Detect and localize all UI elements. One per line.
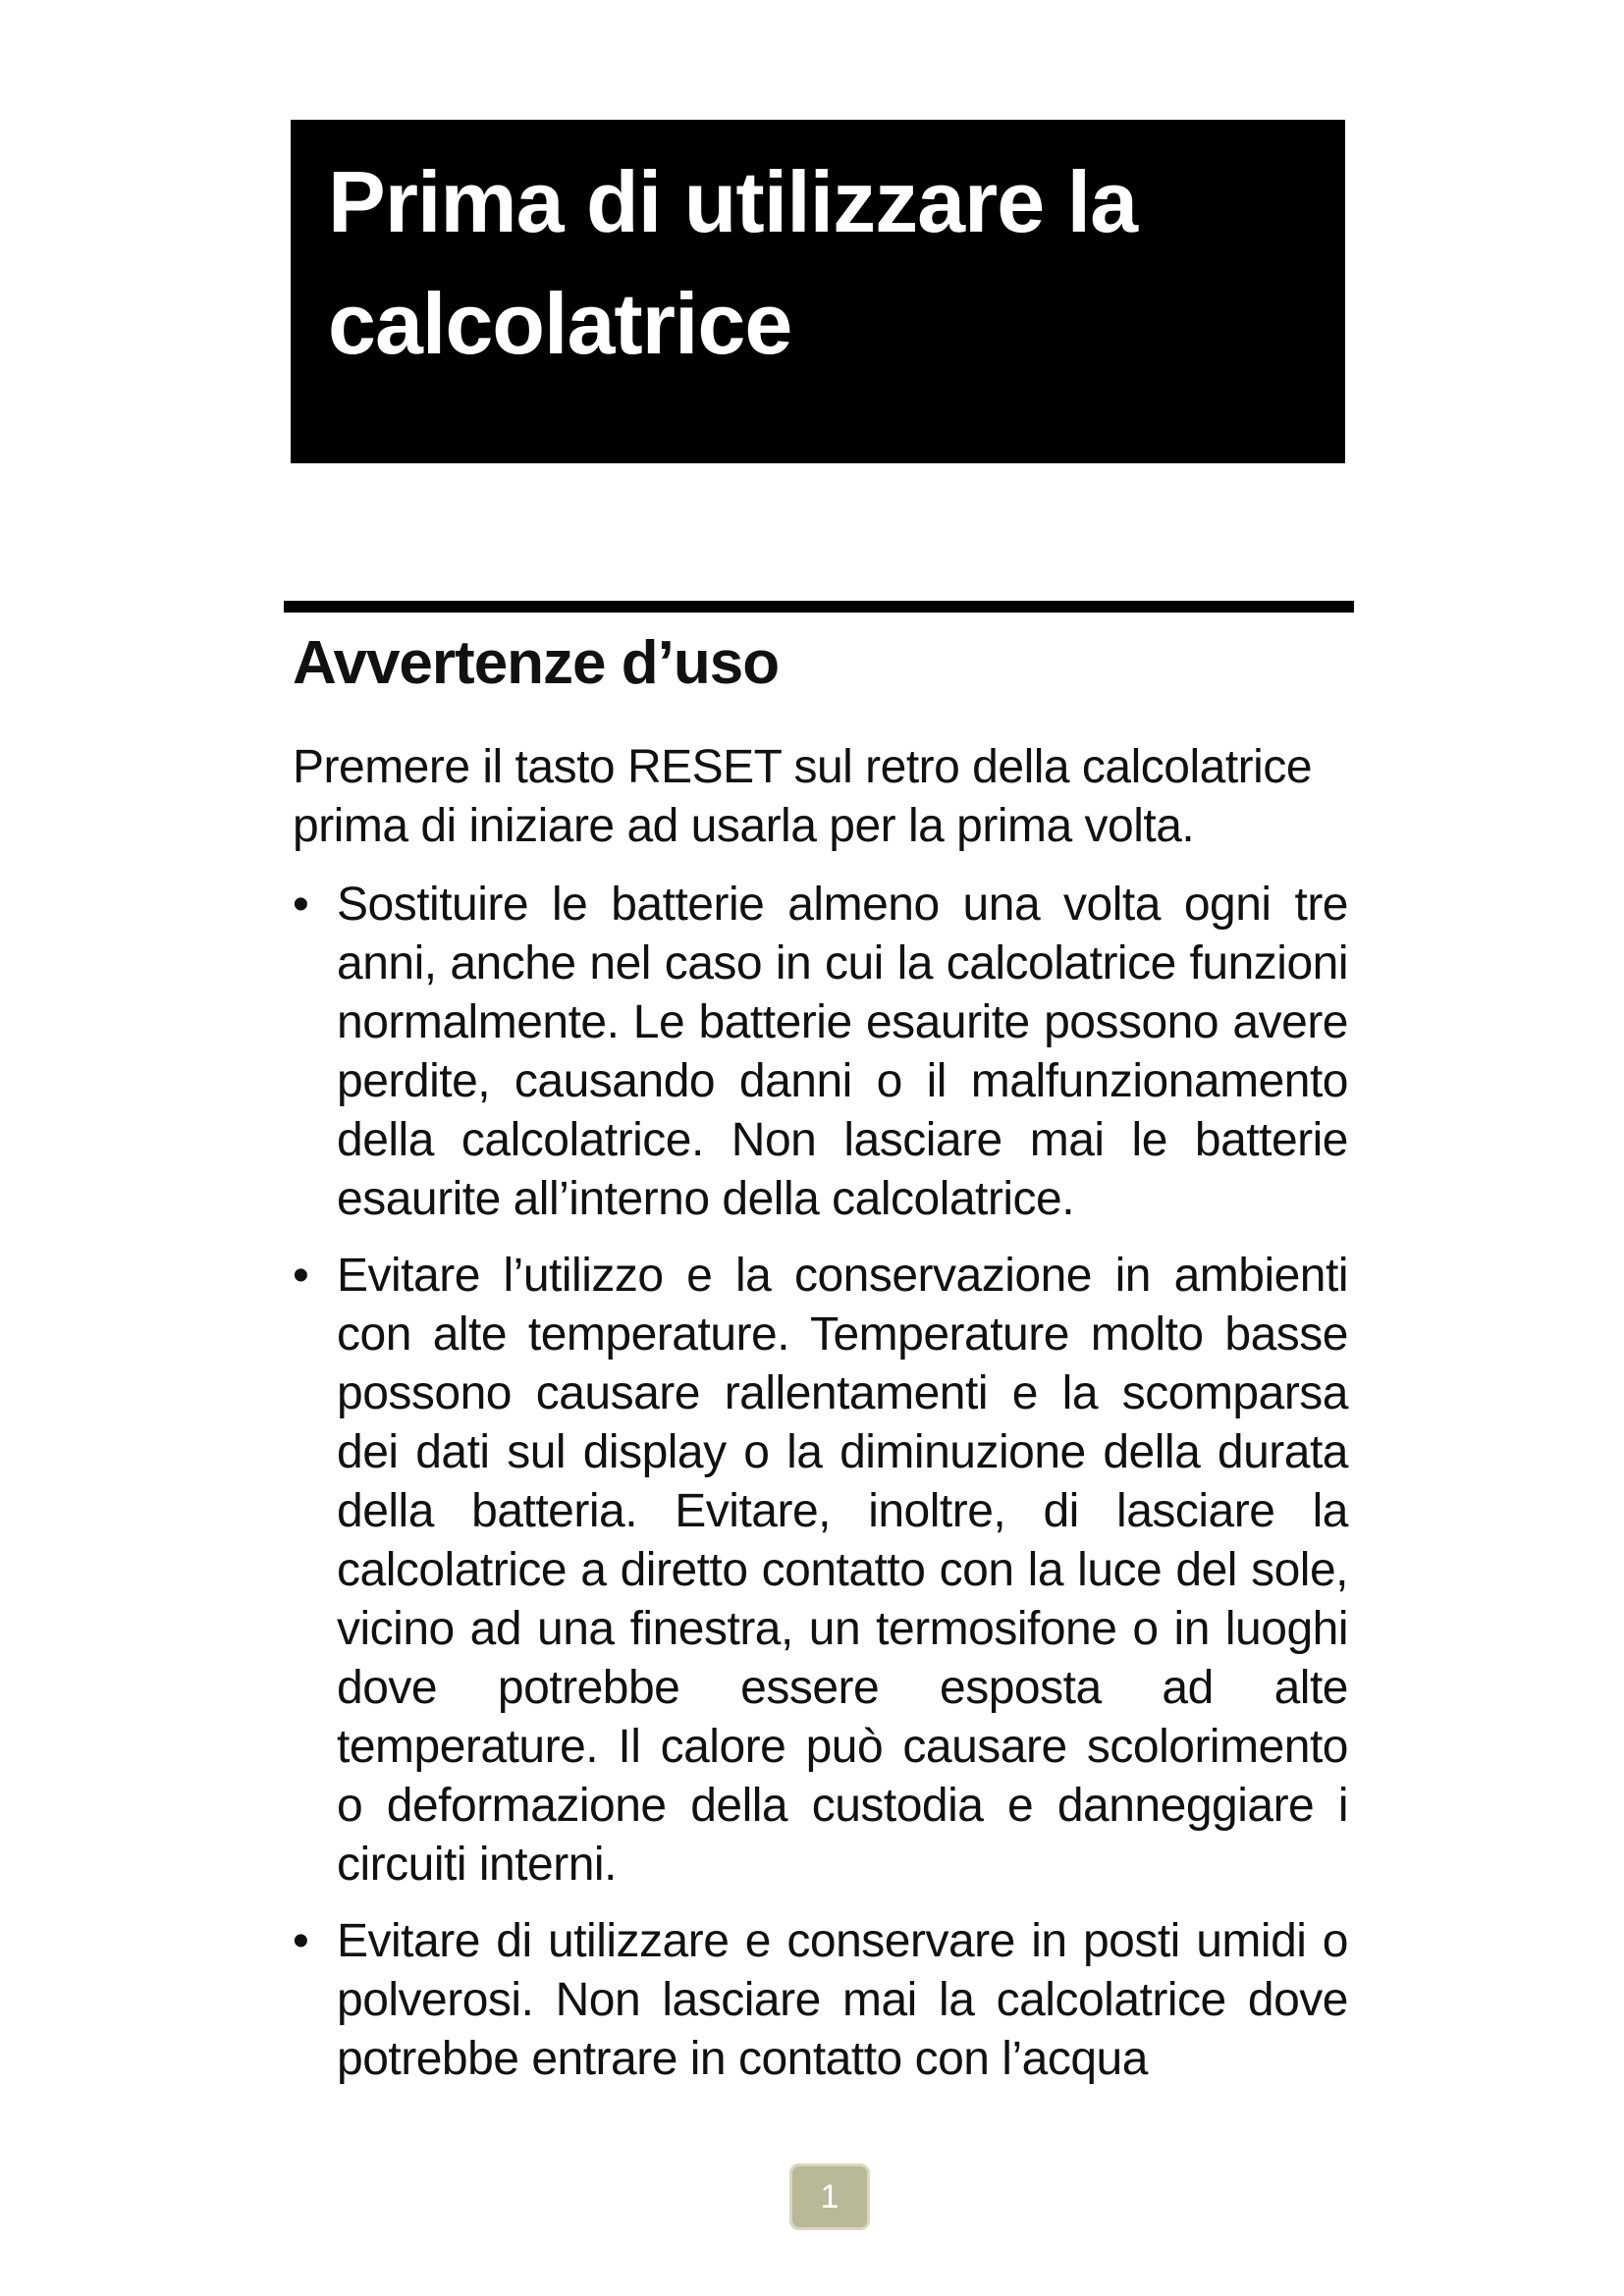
list-item-text: Evitare di utilizzare e conservare in posti umidi o polverosi. Non lasciare mai la calcolatrice dove potrebbe entrare in contatto con l’acqua (337, 1915, 1348, 2085)
title-line-2: calcolatrice (328, 275, 792, 372)
list-item (293, 1912, 1348, 2089)
title-line-1: Prima di utilizzare la (328, 153, 1138, 250)
intro-paragraph: Premere il tasto RESET sul retro della calcolatrice prima di iniziare ad usarla per la prima volta. (293, 741, 1313, 852)
list-item-text: Sostituire le batterie almeno una volta ogni tre anni, anche nel caso in cui la calcolatrice funzioni normalmente. Le batterie esaurite possono avere perdite, causando danni o il malfunzionamento della calcolatrice. Non lasciare mai le batterie esaurite all’interno della calcolatrice. (337, 879, 1348, 1225)
bullet-icon: • (293, 1915, 309, 1967)
page-number-badge: 1 (789, 2163, 870, 2230)
page-title (328, 141, 1345, 385)
title-banner (291, 120, 1345, 463)
bullet-icon: • (293, 879, 309, 931)
warnings-list (293, 876, 1348, 2107)
list-item (293, 876, 1348, 1229)
bullet-icon: • (293, 1250, 309, 1302)
list-item (293, 1247, 1348, 1895)
section-heading: Avvertenze d’uso (293, 629, 780, 697)
list-item-text: Evitare l’utilizzo e la conservazione in ambienti con alte temperature. Temperature molto basse possono causare rallentamenti e la scomparsa dei dati sul display o la diminuzione della durata della batteria. Evitare, inoltre, di lasciare la calcolatrice a diretto contatto con la luce del sole, vicino ad una finestra, un termosifone o in luoghi dove potrebbe essere esposta ad alte temperature. Il calore può causare scolorimento o deformazione della custodia e danneggiare i circuiti interni. (337, 1250, 1348, 1891)
section-divider (284, 601, 1354, 613)
